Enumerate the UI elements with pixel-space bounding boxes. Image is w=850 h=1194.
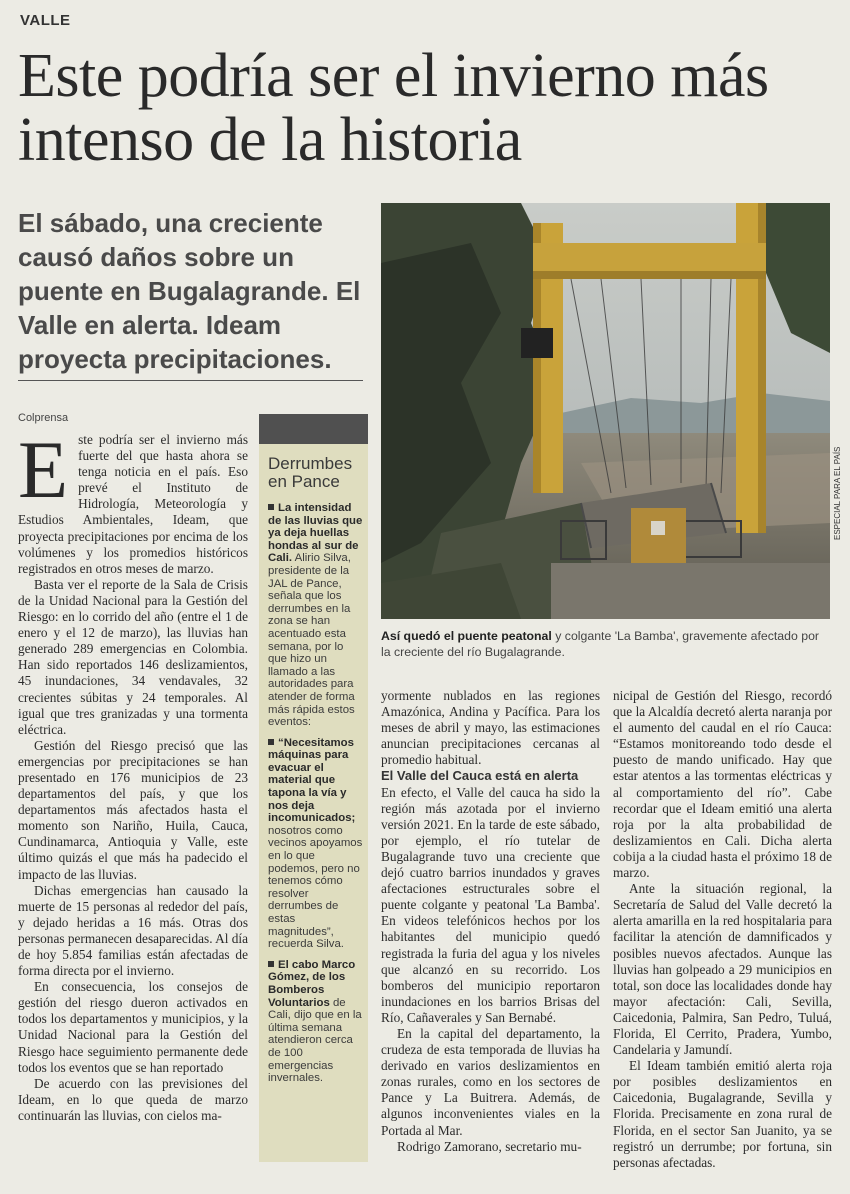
paragraph: Rodrigo Zamorano, secretario mu-	[397, 1138, 582, 1154]
headline: Este podría ser el invierno más intenso de la historia	[18, 42, 769, 174]
lead-paragraph	[18, 424, 248, 577]
sidebar-item-bold: “Necesitamos máquinas para evacuar el material que tapona la vía y nos deja incomunicados;	[268, 736, 356, 825]
paragraph: En consecuencia, los consejos de gestión del riesgo dueron activados en todos los departamentos y municipios, y la Unidad Nacional para la Gestión del Riesgo hace seguimiento permanente dede todos los eventos que se han reportado	[18, 979, 248, 1075]
sidebar-item-text: de Cali, dijo que en la última semana atendieron cerca de 100 emergencias invernales.	[268, 996, 362, 1085]
caption-bold: Así quedó el puente peatonal	[381, 629, 552, 643]
sidebar-item	[268, 959, 363, 1085]
paragraph: Gestión del Riesgo precisó que las emergencias por precipitaciones se han presentado en 176 municipios de 23 departamentos del país, y que los departamentos más afectados hasta el momento son Nariño, Huila, Cauca, Cundinamarca, Antioquia y Valle, este último quizás el que más ha padecido el impacto de las lluvias.	[18, 737, 248, 882]
sidebar-title: Derrumbes en Pance	[268, 454, 353, 491]
bridge-photo	[381, 203, 830, 619]
paragraph: El Ideam también emitió alerta roja por posibles deslizamientos en Caicedonia, Bugalagrande, Sevilla y Florida. Precisamente en zona rural de Florida, en el sector San Juanito, ya se registró un derrumbe; por fortuna, sin personas afectadas.	[613, 1058, 832, 1170]
paragraph: yormente nublados en las regiones Amazónica, Andina y Pacífica. Para los meses de abril y mayo, las estimaciones anuncian precipitaciones cercanas al promedio habitual.	[381, 688, 600, 768]
drop-cap: E	[18, 424, 69, 515]
section-subtitle: El Valle del Cauca está en alerta	[381, 768, 579, 784]
sidebar-item-text: Alirio Silva, presidente de la JAL de Pance, señala que los derrumbes en la zona se han acentuado esta semana, por lo que hizo un llamado a las autoridades para atender de forma más rápida estos eventos:	[268, 552, 355, 729]
sidebar-body	[268, 502, 363, 1093]
paragraph: Ante la situación regional, la Secretaría de Salud del Valle decretó la alerta amarilla en la red hospitalaria para facilitar la atención de damnificados y posibles nuevos afectados. Aunque las lluvias han golpeado a 29 municipios en total, son doce las localidades donde hay mayor afectación: Cali, Sevilla, Caicedonia, Palmira, San Pedro, Tuluá, Florida, El Cerrito, Pradera, Yumbo, Candelaria y Jamundí.	[613, 881, 832, 1058]
caption-text: y colgante 'La Bamba', gravemente afectado por la creciente del río Bugalagrande.	[381, 629, 820, 659]
lead-text: ste podría ser el invierno más fuerte del que hasta ahora se tenga noticia en el país. Eso prevé el Instituto de Hidrología, Meteorología y Estudios Ambientales, Ideam, que proyecta precipitaciones por encima de los volúmenes y los promedios históricos registrados en otros meses de marzo.	[18, 432, 248, 576]
photo-credit: ESPECIAL PARA EL PAÍS	[833, 446, 842, 540]
sidebar-item-text: nosotros como vecinos apoyamos en lo que podemos, pero no tenemos cómo resolver derrumbes de estas magnitudes”, recuerda Silva.	[268, 824, 363, 951]
byline: Colprensa	[18, 412, 69, 424]
photo-caption	[381, 628, 830, 660]
sidebar-item-bold: La intensidad de las lluvias que ya deja huellas hondas al sur de Cali.	[268, 502, 363, 565]
body-column-1	[18, 424, 249, 1124]
sidebar-header-bar	[259, 414, 368, 444]
subhead: El sábado, una creciente causó daños sobre un puente en Bugalagrande. El Valle en alerta. Ideam proyecta precipitaciones.	[18, 208, 361, 374]
paragraph: Basta ver el reporte de la Sala de Crisis de la Unidad Nacional para la Gestión del Riesgo: en lo corrido del año (entre el 1 de enero y el 12 de marzo), las lluvias han generado 289 emergencias en Colombia. Han sido reportados 146 deslizamientos, 45 inundaciones, 34 vendavales, 32 crecientes súbitas y 24 temporales. Al igual que tres granizadas y una tormenta eléctrica.	[18, 576, 248, 737]
sidebar-item	[268, 737, 363, 951]
body-column-3	[381, 688, 600, 1155]
bullet-square-icon	[268, 504, 274, 510]
paragraph: nicipal de Gestión del Riesgo, recordó que la Alcaldía decretó alerta naranja por el aumento del caudal en el río Cauca: “Estamos monitoreando todo desde el puesto de mando unificado. Hay que estar atentos a las tormentas eléctricas y al comportamiento del río”. Cabe recordar que el Ideam emitió una alerta roja por la alta probabilidad de deslizamientos en Cali. Dicha alerta cobija a la ciudad hasta el próximo 18 de marzo.	[613, 688, 832, 881]
bullet-square-icon	[268, 739, 274, 745]
paragraph: En efecto, el Valle del cauca ha sido la región más azotada por el invierno versión 2021. En la tarde de este sábado, por ejemplo, el río tutelar de Bugalagrande tuvo una creciente que dejó cuatro barrios inundados y graves afectaciones estructurales sobre el puente colgante y peatonal 'La Bamba'. En videos telefónicos hechos por los habitantes del municipio quedó registrada la furia del agua y los niveles que alcanzó en su recorrido. Los bomberos del municipio reportaron inundaciones en los barrios Brisas del Río, Cañaverales y San Bernabé.	[381, 784, 600, 1025]
paragraph: En la capital del departamento, la crudeza de esta temporada de lluvias ha derivado en varios deslizamientos en zonas rurales, como en los sectores de Pance y La Buitrera. Además, de algunos inconvenientes viales en la Portada al Mar.	[381, 1025, 600, 1138]
paragraph: Dichas emergencias han causado la muerte de 15 personas al rededor del país, y dejado heridas a 16 más. Otras dos personas permanecen desaparecidas. Al día de hoy 5.854 familias están afectadas de forma directa por el invierno.	[18, 882, 249, 979]
body-column-4	[613, 688, 832, 1171]
section-tag: VALLE	[20, 12, 71, 29]
paragraph: De acuerdo con las previsiones del Ideam, en lo que queda de marzo continuarán las lluvias, con cielos ma-	[18, 1075, 248, 1123]
sidebar-item-bold: El cabo Marco Gómez, de los Bomberos Voluntarios	[268, 958, 356, 1009]
sidebar-item	[268, 502, 363, 729]
divider	[18, 380, 363, 381]
bridge-illustration	[381, 203, 830, 619]
bullet-square-icon	[268, 961, 274, 967]
